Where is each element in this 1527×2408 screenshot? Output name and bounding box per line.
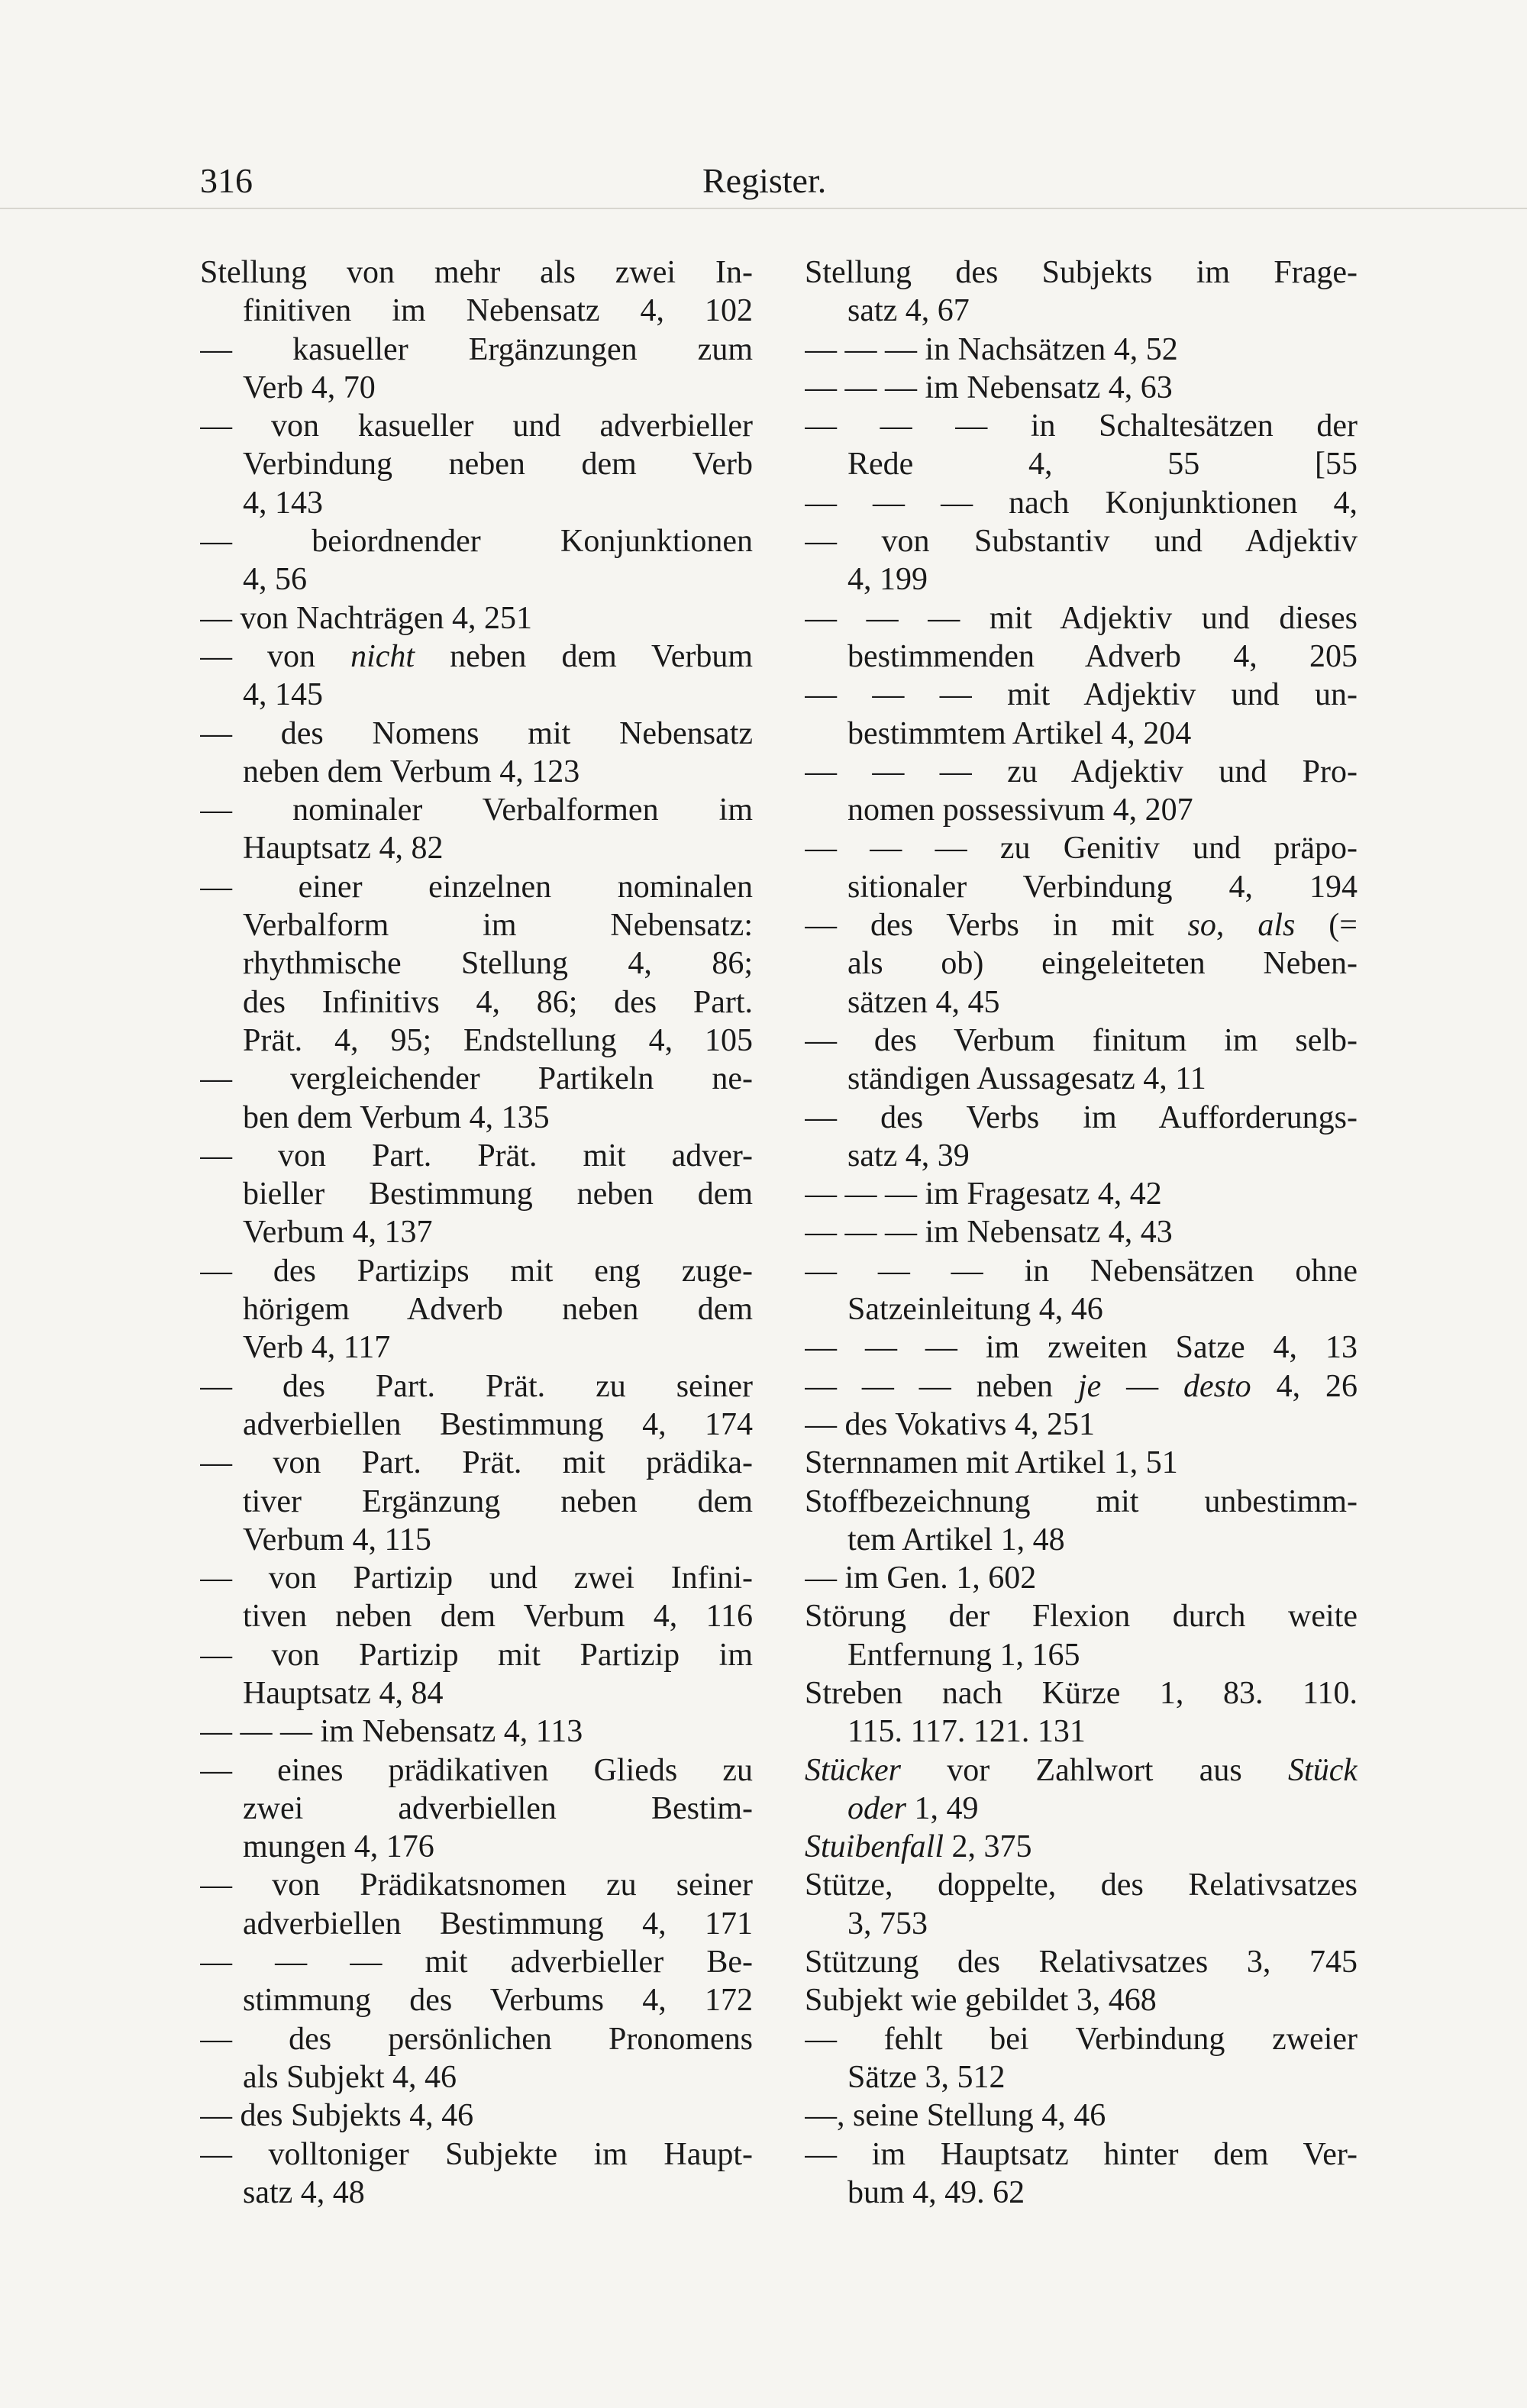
index-entry-line: adverbiellen Bestimmung 4, 171 <box>243 1906 753 1942</box>
index-entry-line: — von Part. Prät. mit prädika- <box>200 1445 753 1481</box>
index-entry-line: finitiven im Nebensatz 4, 102 <box>243 293 753 329</box>
index-entry-line: — des Part. Prät. zu seiner <box>200 1368 753 1404</box>
index-entry-line: tiven neben dem Verbum 4, 116 <box>243 1599 753 1635</box>
index-entry-line: — — — im Nebensatz 4, 43 <box>805 1215 1173 1251</box>
index-entry-line: oder 1, 49 <box>847 1790 979 1826</box>
index-entry-line: — von Partizip und zwei Infini- <box>200 1561 753 1596</box>
index-entry-line: Stücker vor Zahlwort aus Stück <box>805 1752 1358 1788</box>
index-entry-line: Verbum 4, 137 <box>243 1215 433 1251</box>
index-entry-line: — — — in Nachsätzen 4, 52 <box>805 331 1178 367</box>
index-entry-line: — von Nachträgen 4, 251 <box>200 600 533 636</box>
index-entry-line: rhythmische Stellung 4, 86; <box>243 946 753 982</box>
page-number: 316 <box>200 161 253 200</box>
index-entry-line: Sternnamen mit Artikel 1, 51 <box>805 1445 1178 1481</box>
index-entry-line: — von Prädikatsnomen zu seiner <box>200 1867 753 1903</box>
index-entry-line: 4, 56 <box>243 562 307 598</box>
index-entry-line: Stütze, doppelte, des Relativsatzes <box>805 1867 1358 1903</box>
index-entry-line: satz 4, 67 <box>847 293 970 329</box>
index-entry-line: Satzeinleitung 4, 46 <box>847 1292 1103 1328</box>
index-entry-line: tem Artikel 1, 48 <box>847 1522 1065 1557</box>
index-entry-line: — von Part. Prät. mit adver- <box>200 1138 753 1173</box>
index-entry-line: — — — in Nebensätzen ohne <box>805 1253 1358 1289</box>
index-entry-line: sitionaler Verbindung 4, 194 <box>847 869 1358 905</box>
index-entry-line: Stellung von mehr als zwei In- <box>200 255 753 290</box>
index-entry-line: als Subjekt 4, 46 <box>243 2059 457 2095</box>
index-entry-line: — des Nomens mit Nebensatz <box>200 715 753 751</box>
index-entry-line: stimmung des Verbums 4, 172 <box>243 1983 753 2019</box>
index-entry-line: — — — mit adverbieller Be- <box>200 1945 753 1980</box>
index-entry-line: — — — im zweiten Satze 4, 13 <box>805 1330 1358 1366</box>
index-entry-line: — des Verbum finitum im selb- <box>805 1022 1358 1058</box>
index-entry-line: des Infinitivs 4, 86; des Part. <box>243 984 753 1020</box>
index-entry-line: Stützung des Relativsatzes 3, 745 <box>805 1945 1358 1980</box>
index-entry-line: — von nicht neben dem Verbum <box>200 638 753 674</box>
index-entry-line: — — — im Nebensatz 4, 113 <box>200 1714 583 1750</box>
index-entry-line: — des Vokativs 4, 251 <box>805 1406 1095 1442</box>
index-entry-line: als ob) eingeleiteten Neben- <box>847 946 1358 982</box>
index-entry-line: zwei adverbiellen Bestim- <box>243 1790 753 1826</box>
index-entry-line: — fehlt bei Verbindung zweier <box>805 2021 1358 2057</box>
index-entry-line: bum 4, 49. 62 <box>847 2174 1025 2210</box>
index-entry-line: Verb 4, 70 <box>243 370 376 405</box>
index-entry-line: Störung der Flexion durch weite <box>805 1599 1358 1635</box>
index-entry-line: Subjekt wie gebildet 3, 468 <box>805 1983 1157 2019</box>
index-column-right <box>805 253 1358 2212</box>
index-entry-line: sätzen 4, 45 <box>847 984 1000 1020</box>
index-entry-line: — — — im Nebensatz 4, 63 <box>805 370 1173 405</box>
index-entry-line: 3, 753 <box>847 1906 928 1942</box>
index-entry-line: — von Partizip mit Partizip im <box>200 1637 753 1673</box>
index-entry-line: — des Subjekts 4, 46 <box>200 2098 474 2134</box>
index-entry-line: mungen 4, 176 <box>243 1829 434 1865</box>
index-entry-line: — von kasueller und adverbieller <box>200 408 753 444</box>
index-entry-line: satz 4, 48 <box>243 2174 365 2210</box>
index-entry-line: Hauptsatz 4, 84 <box>243 1675 444 1711</box>
index-entry-line: 115. 117. 121. 131 <box>847 1714 1086 1750</box>
index-entry-line: bestimmenden Adverb 4, 205 <box>847 638 1358 674</box>
page-title: Register. <box>702 161 827 200</box>
index-entry-line: 4, 143 <box>243 485 323 521</box>
index-entry-line: — im Gen. 1, 602 <box>805 1561 1037 1596</box>
index-entry-line: — — — zu Genitiv und präpo- <box>805 831 1358 867</box>
index-entry-line: Stuibenfall 2, 375 <box>805 1829 1032 1865</box>
index-entry-line: Verb 4, 117 <box>243 1330 391 1366</box>
index-entry-line: — von Substantiv und Adjektiv <box>805 524 1358 560</box>
index-entry-line: Entfernung 1, 165 <box>847 1637 1080 1673</box>
index-entry-line: bestimmtem Artikel 4, 204 <box>847 715 1192 751</box>
index-entry-line: — — — mit Adjektiv und dieses <box>805 600 1358 636</box>
index-entry-line: nomen possessivum 4, 207 <box>847 792 1193 828</box>
index-entry-line: Streben nach Kürze 1, 83. 110. <box>805 1675 1358 1711</box>
index-entry-line: — volltoniger Subjekte im Haupt- <box>200 2136 753 2172</box>
index-entry-line: neben dem Verbum 4, 123 <box>243 754 580 789</box>
page-header <box>200 160 1527 206</box>
index-entry-line: — im Hauptsatz hinter dem Ver- <box>805 2136 1358 2172</box>
index-entry-line: — eines prädikativen Glieds zu <box>200 1752 753 1788</box>
index-entry-line: — des Partizips mit eng zuge- <box>200 1253 753 1289</box>
index-entry-line: Rede 4, 55 [55 <box>847 447 1358 483</box>
index-entry-line: 4, 145 <box>243 677 323 713</box>
index-entry-line: adverbiellen Bestimmung 4, 174 <box>243 1406 753 1442</box>
index-entry-line: — des Verbs im Aufforderungs- <box>805 1099 1358 1135</box>
index-entry-line: Verbalform im Nebensatz: <box>243 908 753 944</box>
index-entry-line: — — — neben je — desto 4, 26 <box>805 1368 1358 1404</box>
index-entry-line: tiver Ergänzung neben dem <box>243 1483 753 1519</box>
index-entry-line: —, seine Stellung 4, 46 <box>805 2098 1106 2134</box>
index-entry-line: ben dem Verbum 4, 135 <box>243 1099 550 1135</box>
index-entry-line: — — — im Fragesatz 4, 42 <box>805 1177 1162 1212</box>
index-entry-line: bieller Bestimmung neben dem <box>243 1177 753 1212</box>
index-entry-line: satz 4, 39 <box>847 1138 970 1173</box>
index-entry-line: Sätze 3, 512 <box>847 2059 1006 2095</box>
index-entry-line: ständigen Aussagesatz 4, 11 <box>847 1061 1206 1097</box>
index-entry-line: — kasueller Ergänzungen zum <box>200 331 753 367</box>
index-entry-line: — — — nach Konjunktionen 4, <box>805 485 1358 521</box>
index-entry-line: — beiordnender Konjunktionen <box>200 524 753 560</box>
header-divider <box>0 208 1527 209</box>
index-entry-line: — einer einzelnen nominalen <box>200 869 753 905</box>
index-entry-line: hörigem Adverb neben dem <box>243 1292 753 1328</box>
index-entry-line: — des persönlichen Pronomens <box>200 2021 753 2057</box>
index-entry-line: — des Verbs in mit so, als (= <box>805 908 1358 944</box>
index-entry-line: Verbum 4, 115 <box>243 1522 431 1557</box>
index-entry-line: 4, 199 <box>847 562 928 598</box>
index-entry-line: — — — mit Adjektiv und un- <box>805 677 1358 713</box>
index-entry-line: Prät. 4, 95; Endstellung 4, 105 <box>243 1022 753 1058</box>
index-entry-line: — vergleichender Partikeln ne- <box>200 1061 753 1097</box>
index-entry-line: — — — in Schaltesätzen der <box>805 408 1358 444</box>
index-entry-line: Stellung des Subjekts im Frage- <box>805 255 1358 290</box>
index-entry-line: — nominaler Verbalformen im <box>200 792 753 828</box>
index-entry-line: Verbindung neben dem Verb <box>243 447 753 483</box>
index-entry-line: Stoffbezeichnung mit unbestimm- <box>805 1483 1358 1519</box>
index-entry-line: Hauptsatz 4, 82 <box>243 831 444 867</box>
index-column-left <box>200 253 753 2212</box>
index-entry-line: — — — zu Adjektiv und Pro- <box>805 754 1358 789</box>
